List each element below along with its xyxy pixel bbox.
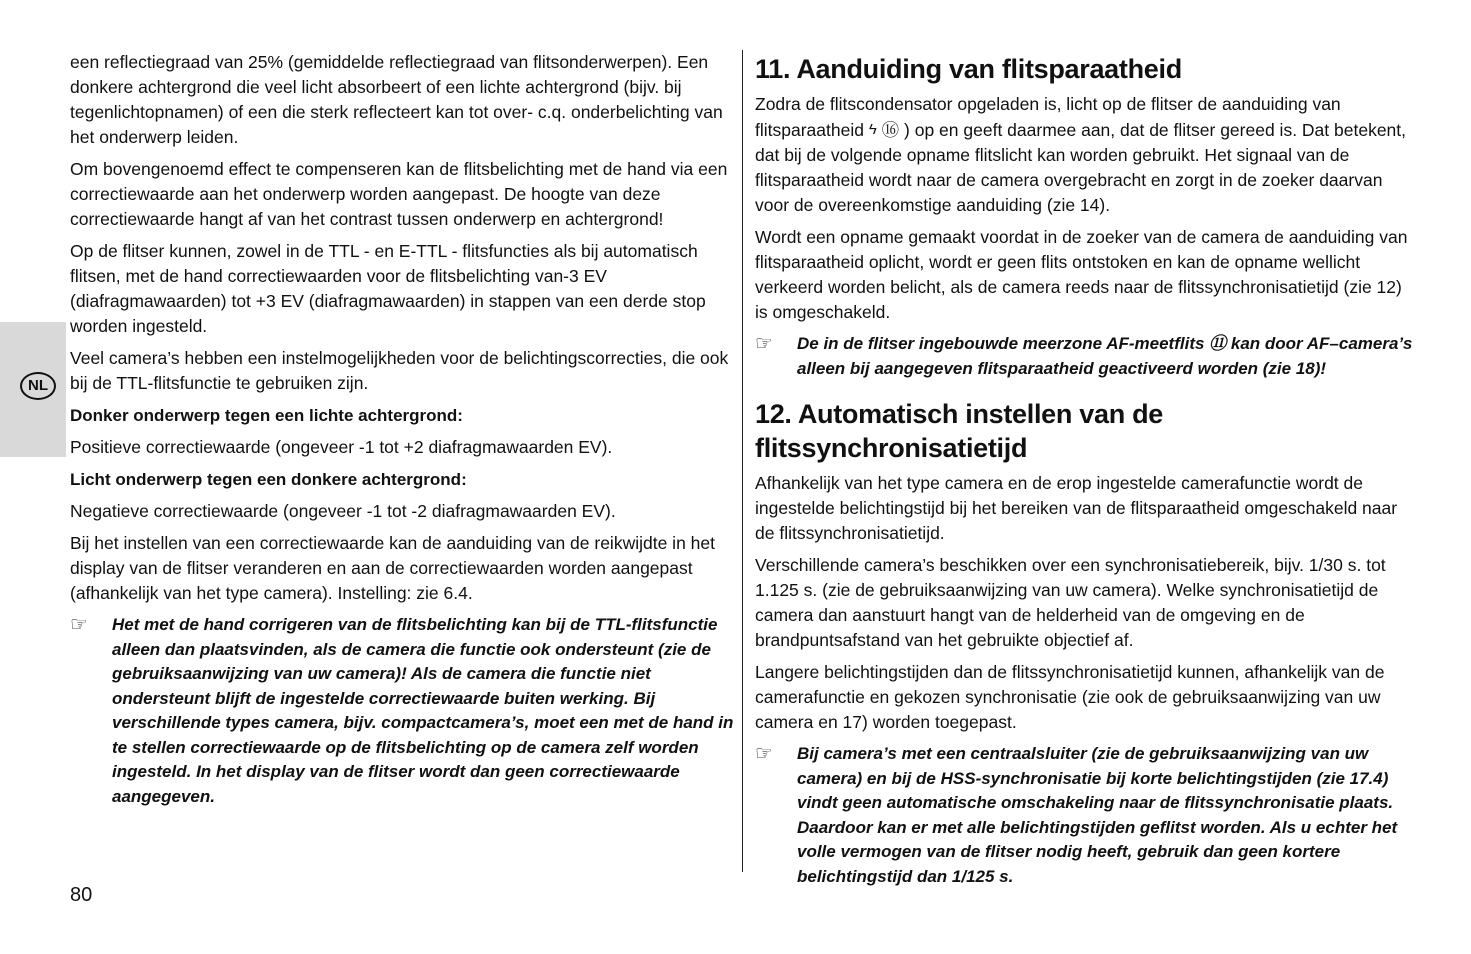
paragraph: Wordt een opname gemaakt voordat in de zoeker van de camera de aanduiding van flitsparaatheid oplicht, wordt er geen flits ontstoken en kan de opname wellicht verkeerd worden belicht, als de camera reeds naar de flitssynchronisatietijd (zie 12) is omgeschakeld. [755, 227, 1408, 322]
paragraph: Op de flitser kunnen, zowel in de TTL - en E-TTL - flitsfuncties als bij automatisch flitsen, met de hand correctiewaarden voor de flitsbelichting van-3 EV (diafragmawaarden) tot +3 EV (diafragmawaarden) in stappen van een derde stop worden ingesteld. [70, 241, 706, 336]
paragraph: Om bovengenoemd effect te compenseren kan de flitsbelichting met de hand via een correctiewaarde aan het onderwerp worden aangepast. De hoogte van deze correctiewaarde hangt af van het contrast tussen onderwerp en achtergrond! [70, 159, 728, 229]
paragraph: Afhankelijk van het type camera en de erop ingestelde camerafunctie wordt de ingestelde belichtingstijd bij het bereiken van de flitsparaatheid omgeschakeld naar de flitssynchronisatietijd. [755, 473, 1398, 543]
subheading: Donker onderwerp tegen een lichte achtergrond: [70, 406, 463, 425]
paragraph: Veel camera’s hebben een instelmogelijkheden voor de belichtingscorrecties, die ook bij de TTL-flitsfunctie te gebruiken zijn. [70, 348, 729, 393]
note-block [755, 742, 1417, 889]
paragraph: Langere belichtingstijden dan de flitssynchronisatietijd kunnen, afhankelijk van de camerafunctie en gekozen synchronisatie (zie ook de gebruiksaanwijzing van uw camera en 17) worden toegepast. [755, 662, 1385, 732]
page-number: 80 [70, 884, 93, 906]
paragraph-text: ⑯ ) op en geeft daarmee aan, dat de flitser gereed is. Dat betekent, dat bij de volgende opname flitslicht kan worden gebruikt. Het signaal van de flitsparaatheid wordt naar de camera overgebracht en zorgt in de zoeker daarvan voor de overeenkomstige aanduiding (zie 14). [755, 120, 1407, 215]
column-divider [742, 50, 743, 872]
flash-ready-icon: ϟ [868, 121, 877, 138]
pointing-hand-icon: ☞ [70, 614, 88, 636]
note-text: Het met de hand corrigeren van de flitsbelichting kan bij de TTL-flitsfunctie alleen dan plaatsvinden, als de camera die functie ook ondersteunt (zie de gebruiksaanwijzing van uw camera)! Als de camera die functie niet ondersteunt blijft de ingestelde correctiewaarde buiten werking. Bij verschillende types camera, bijv. compactcamera’s, moet een met de hand in te stellen correctiewaarde op de flitsbelichting op de camera zelf worden ingesteld. In het display van de flitser wordt dan geen correctiewaarde aangegeven. [112, 615, 734, 806]
paragraph: Verschillende camera’s beschikken over een synchronisatiebereik, bijv. 1/30 s. tot 1.125 s. (zie de gebruiksaanwijzing van uw camera). Welke synchronisatietijd de camera dan aanstuurt hangt van de helderheid van de omgeving en de brandpuntsafstand van het gebruikte objectief af. [755, 555, 1386, 650]
paragraph: Bij het instellen van een correctiewaarde kan de aanduiding van de reikwijdte in het display van de flitser veranderen en aan de correctiewaarden worden aangepast (afhankelijk van het type camera). Instelling: zie 6.4. [70, 533, 715, 603]
pointing-hand-icon: ☞ [755, 743, 773, 765]
paragraph: Negatieve correctiewaarde (ongeveer -1 tot -2 diafragmawaarden EV). [70, 501, 616, 521]
pointing-hand-icon: ☞ [755, 333, 773, 355]
subheading: Licht onderwerp tegen een donkere achtergrond: [70, 470, 467, 489]
paragraph: een reflectiegraad van 25% (gemiddelde reflectiegraad van flitsonderwerpen). Een donkere achtergrond die veel licht absorbeert of een lichte achtergrond (bijv. bij tegenlichtopnamen) of een die sterk reflecteert kan tot over- c.q. onderbelichting van het onderwerp leiden. [70, 52, 723, 147]
language-badge: NL [20, 372, 56, 400]
left-column [70, 50, 734, 816]
note-text: Bij camera’s met een centraalsluiter (zie de gebruiksaanwijzing van uw camera) en bij de HSS-synchronisatie bij korte belichtingstijden (zie 17.4) vindt geen automatische omschakeling naar de flitssynchronisatie plaats. Daardoor kan er met alle belichtingstijden geflitst worden. Als u echter het volle vermogen van de flitser nodig heeft, gebruik dan geen kortere belichtingstijd dan 1/125 s. [797, 744, 1398, 886]
note-text: De in de flitser ingebouwde meerzone AF-meetflits ⑪ kan door AF–camera’s alleen bij aangegeven flitsparaatheid geactiveerd worden (zie 18)! [797, 334, 1413, 378]
note-block [70, 613, 734, 809]
paragraph-text: Zodra de flitscondensator opgeladen is, licht op de flitser de aanduiding van flitsparaatheid [755, 94, 1341, 140]
paragraph [755, 92, 1417, 218]
section-heading-11: 11. Aanduiding van flitsparaatheid [755, 54, 1182, 84]
section-heading-12: 12. Automatisch instellen van de flitssynchronisatietijd [755, 399, 1164, 463]
paragraph: Positieve correctiewaarde (ongeveer -1 tot +2 diafragmawaarden EV). [70, 437, 613, 457]
right-column [755, 52, 1417, 896]
note-block [755, 332, 1417, 381]
